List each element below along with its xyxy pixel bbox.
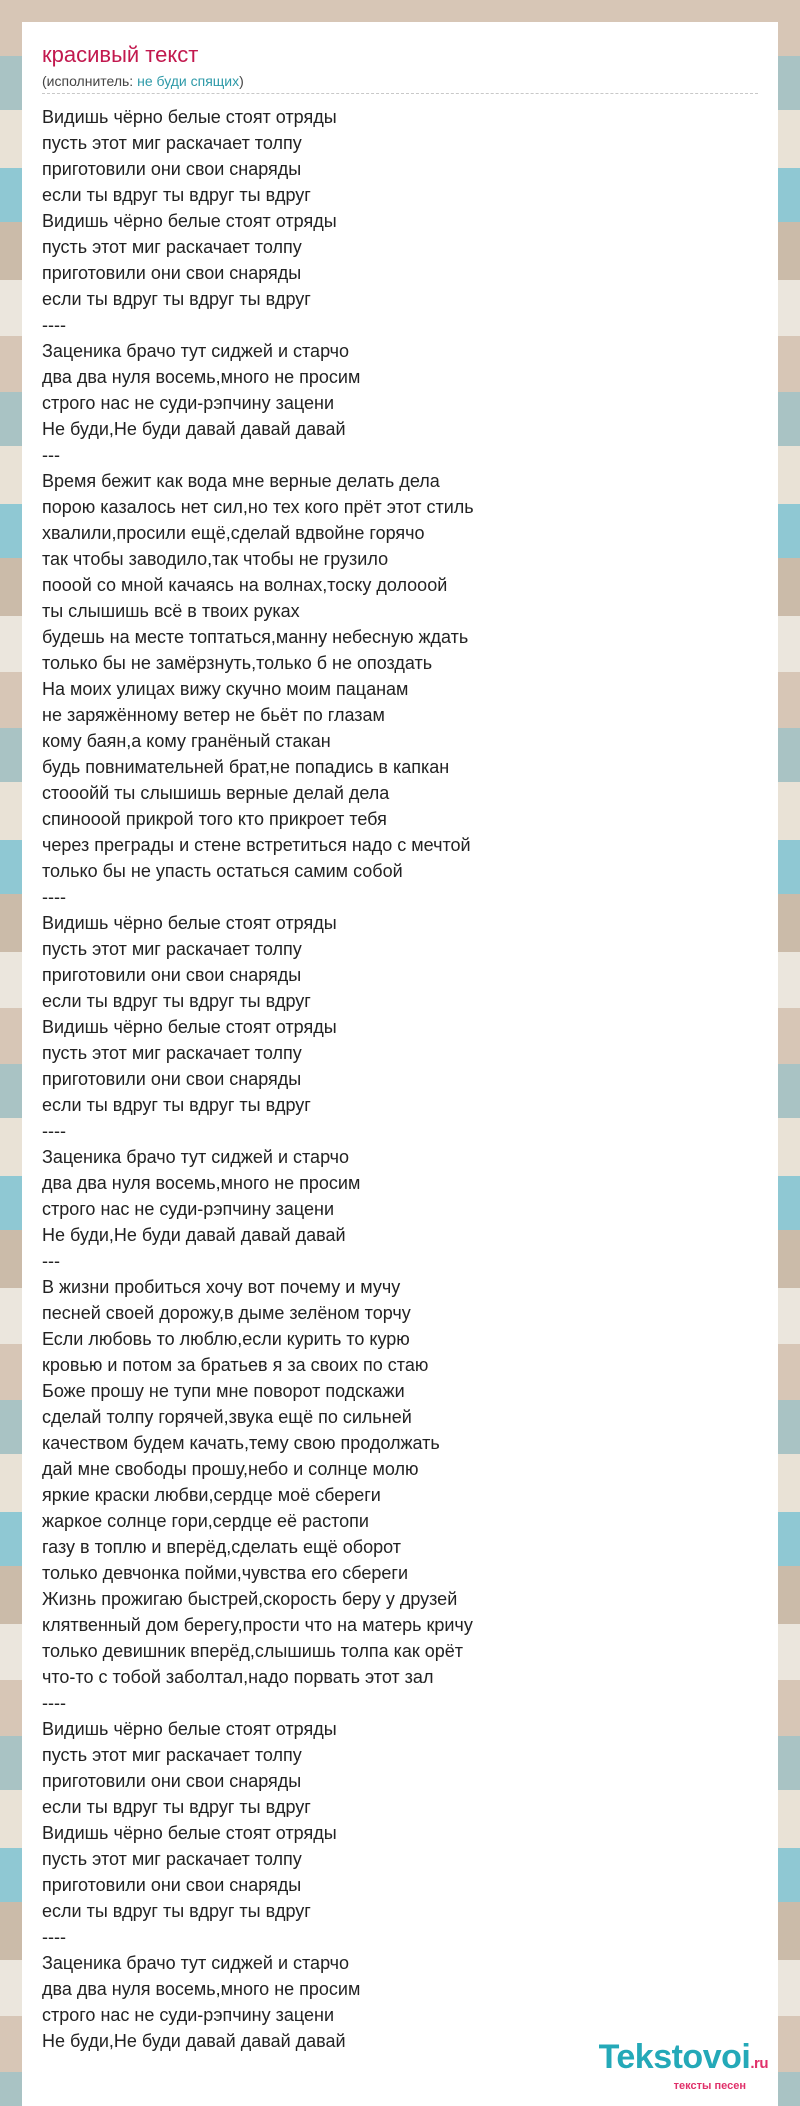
lyric-line: песней своей дорожу,в дыме зелёном торчу [42, 1303, 411, 1323]
lyric-line: ---- [42, 1693, 66, 1713]
lyric-line: два два нуля восемь,много не просим [42, 1979, 361, 1999]
lyric-line: спинооой прикрой того кто прикроет тебя [42, 809, 387, 829]
lyric-line: кому баян,а кому гранёный стакан [42, 731, 331, 751]
artist-line [42, 72, 244, 90]
lyric-line: если ты вдруг ты вдруг ты вдруг [42, 1797, 311, 1817]
song-title: красивый текст [42, 42, 199, 67]
lyric-line: строго нас не суди-рэпчину зацени [42, 1199, 334, 1219]
lyric-line: Не буди,Не буди давай давай давай [42, 419, 346, 439]
lyric-line: Не буди,Не буди давай давай давай [42, 2031, 346, 2051]
lyric-line: хвалили,просили ещё,сделай вдвойне горячо [42, 523, 425, 543]
lyric-line: Заценика брачо тут сиджей и старчо [42, 1147, 350, 1167]
lyric-line: пооой со мной качаясь на волнах,тоску долооой [42, 575, 448, 595]
lyric-line: Видишь чёрно белые стоят отряды [42, 1823, 337, 1843]
lyric-line: жаркое солнце гори,сердце её растопи [42, 1511, 369, 1531]
artist-suffix: ) [239, 73, 244, 89]
lyric-line: Заценика брачо тут сиджей и старчо [42, 341, 350, 361]
lyric-line: --- [42, 445, 60, 465]
lyric-line: ---- [42, 1121, 66, 1141]
header-divider [42, 93, 758, 94]
lyric-line: два два нуля восемь,много не просим [42, 1173, 361, 1193]
lyric-line: Видишь чёрно белые стоят отряды [42, 107, 337, 127]
lyric-line: дай мне свободы прошу,небо и солнце молю [42, 1459, 419, 1479]
lyric-line: --- [42, 1251, 60, 1271]
lyric-line: приготовили они свои снаряды [42, 1875, 302, 1895]
lyric-line: только бы не упасть остаться самим собой [42, 861, 403, 881]
lyric-line: только девишник вперёд,слышишь толпа как орёт [42, 1641, 464, 1661]
lyric-line: газу в топлю и вперёд,сделать ещё оборот [42, 1537, 401, 1557]
lyric-line: ---- [42, 887, 66, 907]
lyric-line: ты слышишь всё в твоих руках [42, 601, 300, 621]
lyric-line: Боже прошу не тупи мне поворот подскажи [42, 1381, 405, 1401]
lyric-line: Видишь чёрно белые стоят отряды [42, 913, 337, 933]
lyric-line: если ты вдруг ты вдруг ты вдруг [42, 185, 311, 205]
lyric-line: так чтобы заводило,так чтобы не грузило [42, 549, 389, 569]
lyric-line: только девчонка пойми,чувства его сбереги [42, 1563, 409, 1583]
lyrics-text [42, 104, 758, 2054]
lyric-line: Время бежит как вода мне верные делать дела [42, 471, 440, 491]
site-logo[interactable] [599, 2039, 768, 2092]
lyric-line: пусть этот миг раскачает толпу [42, 1745, 302, 1765]
lyric-line: приготовили они свои снаряды [42, 159, 302, 179]
logo-tld: .ru [750, 2055, 768, 2072]
lyric-line: ---- [42, 315, 66, 335]
lyric-line: Если любовь то люблю,если курить то курю [42, 1329, 410, 1349]
lyric-line: порою казалось нет сил,но тех кого прёт этот стиль [42, 497, 474, 517]
lyric-line: пусть этот миг раскачает толпу [42, 1849, 302, 1869]
lyric-line: сделай толпу горячей,звука ещё по сильней [42, 1407, 412, 1427]
lyric-line: На моих улицах вижу скучно моим пацанам [42, 679, 409, 699]
lyric-line: Видишь чёрно белые стоят отряды [42, 211, 337, 231]
lyric-line: пусть этот миг раскачает толпу [42, 939, 302, 959]
lyric-line: если ты вдруг ты вдруг ты вдруг [42, 991, 311, 1011]
lyric-line: два два нуля восемь,много не просим [42, 367, 361, 387]
lyric-line: через преграды и стене встретиться надо с мечтой [42, 835, 471, 855]
lyric-line: не заряжённому ветер не бьёт по глазам [42, 705, 385, 725]
lyric-line: приготовили они свои снаряды [42, 1069, 302, 1089]
artist-prefix: (исполнитель: [42, 73, 138, 89]
lyric-line: только бы не замёрзнуть,только б не опоздать [42, 653, 433, 673]
lyric-line: В жизни пробиться хочу вот почему и мучу [42, 1277, 401, 1297]
lyric-line: Не буди,Не буди давай давай давай [42, 1225, 346, 1245]
logo-tagline: тексты песен [673, 2080, 746, 2092]
lyric-line: строго нас не суди-рэпчину зацени [42, 393, 334, 413]
lyric-line: ---- [42, 1927, 66, 1947]
logo-name: Tekstovoi [598, 2038, 751, 2076]
lyric-line: будь повнимательней брат,не попадись в капкан [42, 757, 450, 777]
lyric-line: строго нас не суди-рэпчину зацени [42, 2005, 334, 2025]
lyric-line: что-то с тобой заболтал,надо порвать этот зал [42, 1667, 434, 1687]
lyric-line: приготовили они свои снаряды [42, 965, 302, 985]
lyric-line: если ты вдруг ты вдруг ты вдруг [42, 1901, 311, 1921]
lyric-line: стооойй ты слышишь верные делай дела [42, 783, 390, 803]
lyric-line: Заценика брачо тут сиджей и старчо [42, 1953, 350, 1973]
lyric-line: если ты вдруг ты вдруг ты вдруг [42, 289, 311, 309]
lyric-line: яркие краски любви,сердце моё сбереги [42, 1485, 381, 1505]
lyric-line: пусть этот миг раскачает толпу [42, 133, 302, 153]
lyric-line: будешь на месте топтаться,манну небесную ждать [42, 627, 469, 647]
lyric-line: приготовили они свои снаряды [42, 1771, 302, 1791]
lyric-line: клятвенный дом берегу,прости что на матерь кричу [42, 1615, 473, 1635]
lyric-line: пусть этот миг раскачает толпу [42, 1043, 302, 1063]
artist-link[interactable]: не буди спящих [137, 73, 240, 89]
lyric-line: Видишь чёрно белые стоят отряды [42, 1017, 337, 1037]
lyric-line: Жизнь прожигаю быстрей,скорость беру у друзей [42, 1589, 458, 1609]
lyric-line: Видишь чёрно белые стоят отряды [42, 1719, 337, 1739]
lyrics-card [22, 22, 778, 2106]
lyric-line: приготовили они свои снаряды [42, 263, 302, 283]
lyric-line: кровью и потом за братьев я за своих по стаю [42, 1355, 429, 1375]
lyric-line: если ты вдруг ты вдруг ты вдруг [42, 1095, 311, 1115]
lyric-line: качеством будем качать,тему свою продолжать [42, 1433, 440, 1453]
lyric-line: пусть этот миг раскачает толпу [42, 237, 302, 257]
